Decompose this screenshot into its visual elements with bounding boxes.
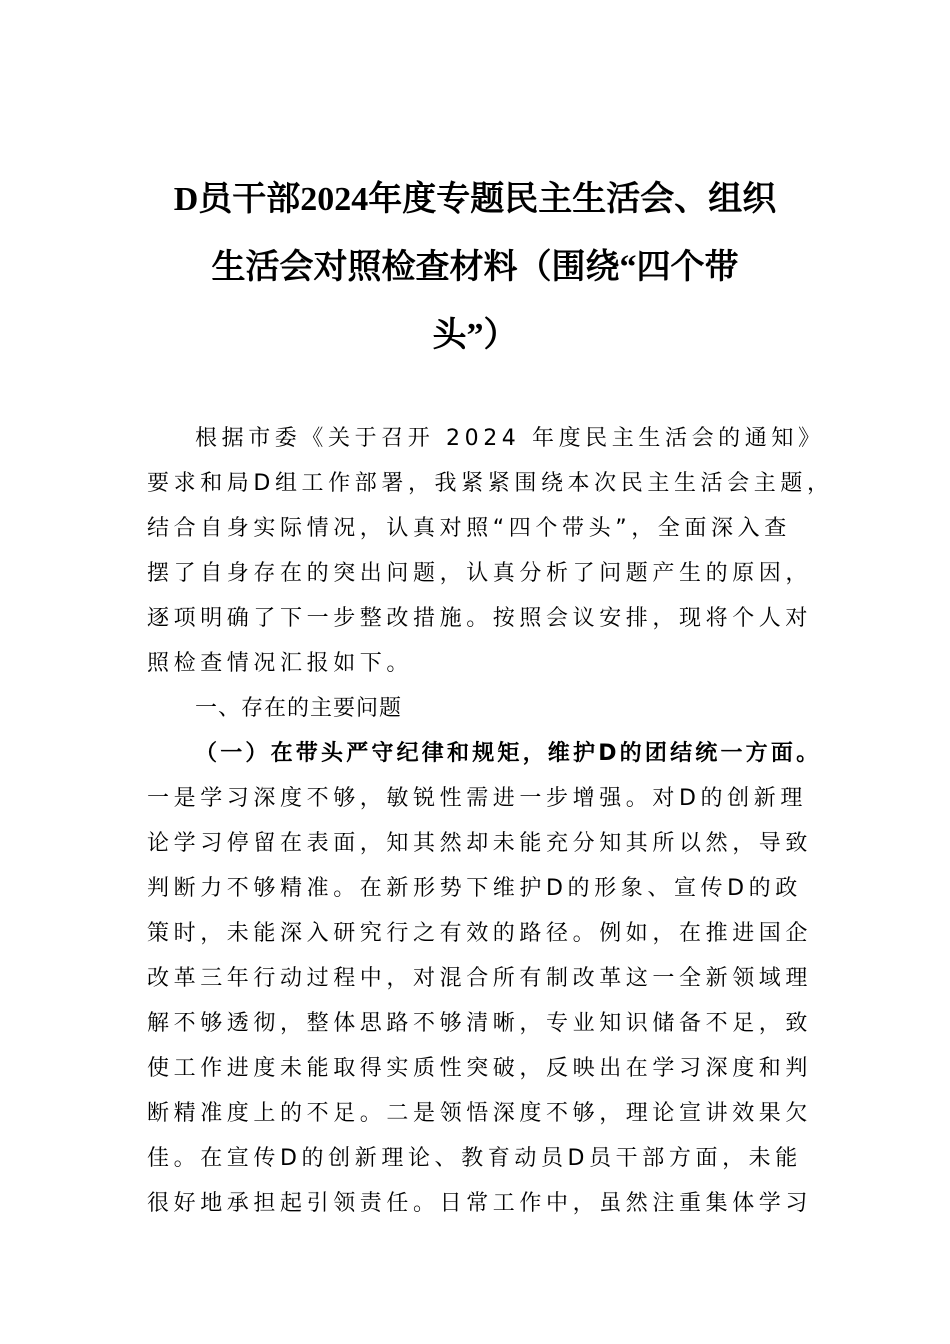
intro-paragraph-line: 根据市委《关于召开 2024 年度民主生活会的通知》 bbox=[195, 426, 825, 451]
body-paragraph-line: 论学习停留在表面，知其然却未能充分知其所以然，导致 bbox=[147, 831, 813, 856]
subsection-heading: （一）在带头严守纪律和规矩，维护D的团结统一方面。 bbox=[195, 741, 822, 766]
intro-paragraph-line: 结合自身实际情况，认真对照“四个带头”，全面深入查 bbox=[147, 516, 791, 541]
title-line-2: 生活会对照检查材料（围绕“四个带 bbox=[211, 249, 739, 286]
body-paragraph-line: 断精准度上的不足。二是领悟深度不够，理论宣讲效果欠 bbox=[147, 1101, 813, 1126]
body-paragraph-line: 解不够透彻，整体思路不够清晰，专业知识储备不足，致 bbox=[147, 1011, 813, 1036]
title-line-3: 头”） bbox=[432, 317, 518, 354]
body-paragraph-line: 很好地承担起引领责任。日常工作中，虽然注重集体学习 bbox=[147, 1191, 813, 1216]
document-body bbox=[147, 416, 834, 1226]
body-paragraph-line: 一是学习深度不够，敏锐性需进一步增强。对D的创新理 bbox=[147, 786, 807, 811]
intro-paragraph-line: 逐项明确了下一步整改措施。按照会议安排，现将个人对 bbox=[147, 606, 813, 631]
body-paragraph-line: 策时，未能深入研究行之有效的路径。例如，在推进国企 bbox=[147, 921, 813, 946]
intro-paragraph-line: 要求和局D组工作部署，我紧紧围绕本次民主生活会主题， bbox=[147, 471, 834, 496]
intro-paragraph-line: 照检查情况汇报如下。 bbox=[147, 651, 414, 676]
intro-paragraph-line: 摆了自身存在的突出问题，认真分析了问题产生的原因， bbox=[147, 561, 813, 586]
body-paragraph-line: 使工作进度未能取得实质性突破，反映出在学习深度和判 bbox=[147, 1056, 813, 1081]
body-paragraph-line: 改革三年行动过程中，对混合所有制改革这一全新领域理 bbox=[147, 966, 813, 991]
document-title bbox=[140, 166, 810, 370]
body-paragraph-line: 判断力不够精准。在新形势下维护D的形象、宣传D的政 bbox=[147, 876, 802, 901]
body-paragraph-line: 佳。在宣传D的创新理论、教育动员D员干部方面，未能 bbox=[147, 1146, 802, 1171]
title-line-1: D员干部2024年度专题民主生活会、组织 bbox=[173, 181, 777, 218]
section-heading: 一、存在的主要问题 bbox=[195, 696, 403, 721]
